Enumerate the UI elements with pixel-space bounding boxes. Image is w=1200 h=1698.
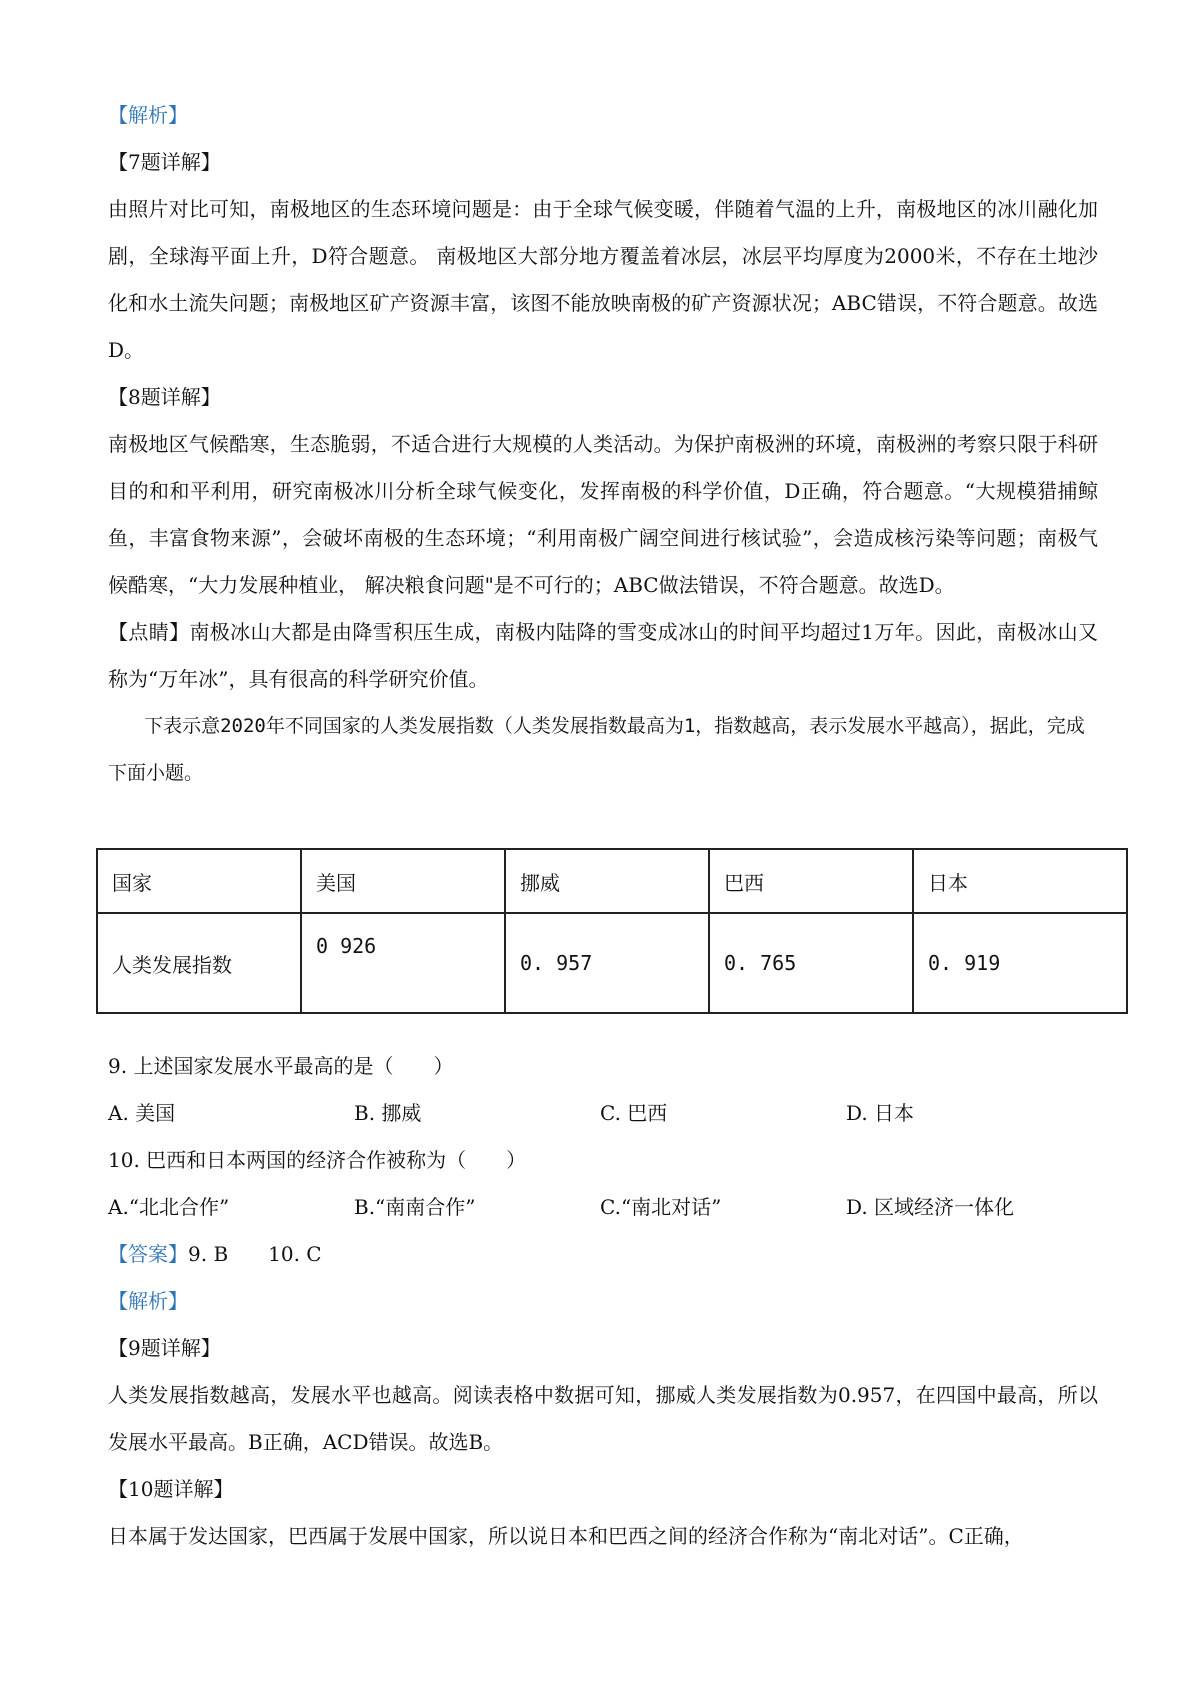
analysis-label: 【解析】 xyxy=(108,103,188,127)
q8-heading: 【8题详解】 xyxy=(108,385,221,409)
q10-stem: 10. 巴西和日本两国的经济合作被称为（ ） xyxy=(108,1148,527,1172)
table-cell: 巴西 xyxy=(709,849,913,913)
table-cell: 0. 765 xyxy=(709,913,913,1013)
q8-explanation: 南极地区气候酷寒，生态脆弱，不适合进行大规模的人类活动。为保护南极洲的环境，南极洲的考察只限于科研目的和和平利用，研究南极冰川分析全球气候变化，发挥南极的科学价值，D正确，符合题意。“大规模猎捕鲸鱼，丰富食物来源”，会破坏南极的生态环境；“利用南极广阔空间进行核试验”，会造成核污染等问题；南极气候酷寒，“大力发展种植业， 解决粮食问题"是不可行的；ABC做法错误，不符合题意。故选D。 xyxy=(108,432,1098,597)
q9-option-d: D. 日本 xyxy=(846,1101,915,1125)
q9-option-c: C. 巴西 xyxy=(600,1101,668,1125)
section-analysis-7-8 xyxy=(108,92,1098,797)
tip-paragraph: 【点睛】南极冰山大都是由降雪积压生成，南极内陆降的雪变成冰山的时间平均超过1万年。因此，南极冰山又称为“万年冰”，具有很高的科学研究价值。 xyxy=(108,620,1098,691)
questions-block xyxy=(108,1043,1108,1560)
table-cell: 人类发展指数 xyxy=(97,913,301,1013)
hdi-table xyxy=(96,848,1128,1014)
q9-heading: 【9题详解】 xyxy=(108,1336,221,1360)
q10-heading: 【10题详解】 xyxy=(108,1477,234,1501)
q10-option-a: A.“北北合作” xyxy=(108,1195,230,1219)
q9-options xyxy=(108,1090,1108,1137)
answer-label: 【答案】 xyxy=(108,1242,188,1266)
table-cell: 挪威 xyxy=(505,849,709,913)
table-cell: 国家 xyxy=(97,849,301,913)
q10-options xyxy=(108,1184,1108,1231)
q10-explanation: 日本属于发达国家，巴西属于发展中国家，所以说日本和巴西之间的经济合作称为“南北对话”。C正确， xyxy=(108,1524,1024,1548)
table-data-row xyxy=(97,913,1127,1013)
answer-text: 9. B 10. C xyxy=(188,1242,322,1266)
q7-heading: 【7题详解】 xyxy=(108,150,221,174)
q7-explanation: 由照片对比可知，南极地区的生态环境问题是：由于全球气候变暖，伴随着气温的上升，南极地区的冰川融化加剧，全球海平面上升，D符合题意。 南极地区大部分地方覆盖着冰层，冰层平均厚度为2000米，不存在土地沙化和水土流失问题；南极地区矿产资源丰富，该图不能放映南极的矿产资源状况；ABC错误，不符合题意。故选D。 xyxy=(108,197,1098,362)
table-cell: 0. 919 xyxy=(913,913,1127,1013)
table-cell: 0. 957 xyxy=(505,913,709,1013)
table-cell: 美国 xyxy=(301,849,505,913)
q10-option-c: C.“南北对话” xyxy=(600,1195,722,1219)
analysis-label: 【解析】 xyxy=(108,1289,188,1313)
q10-option-d: D. 区域经济一体化 xyxy=(846,1195,1015,1219)
answer-line xyxy=(108,1231,1108,1278)
q10-option-b: B.“南南合作” xyxy=(354,1195,476,1219)
q9-option-a: A. 美国 xyxy=(108,1101,176,1125)
q9-stem: 9. 上述国家发展水平最高的是（ ） xyxy=(108,1054,454,1078)
table-header-row xyxy=(97,849,1127,913)
table-cell: 日本 xyxy=(913,849,1127,913)
q9-option-b: B. 挪威 xyxy=(354,1101,422,1125)
table-cell: 0 926 xyxy=(301,913,505,1013)
table-intro: 下表示意2020年不同国家的人类发展指数（人类发展指数最高为1，指数越高，表示发展水平越高），据此，完成下面小题。 xyxy=(108,715,1085,784)
q9-explanation: 人类发展指数越高，发展水平也越高。阅读表格中数据可知，挪威人类发展指数为0.957，在四国中最高，所以发展水平最高。B正确，ACD错误。故选B。 xyxy=(108,1383,1098,1454)
